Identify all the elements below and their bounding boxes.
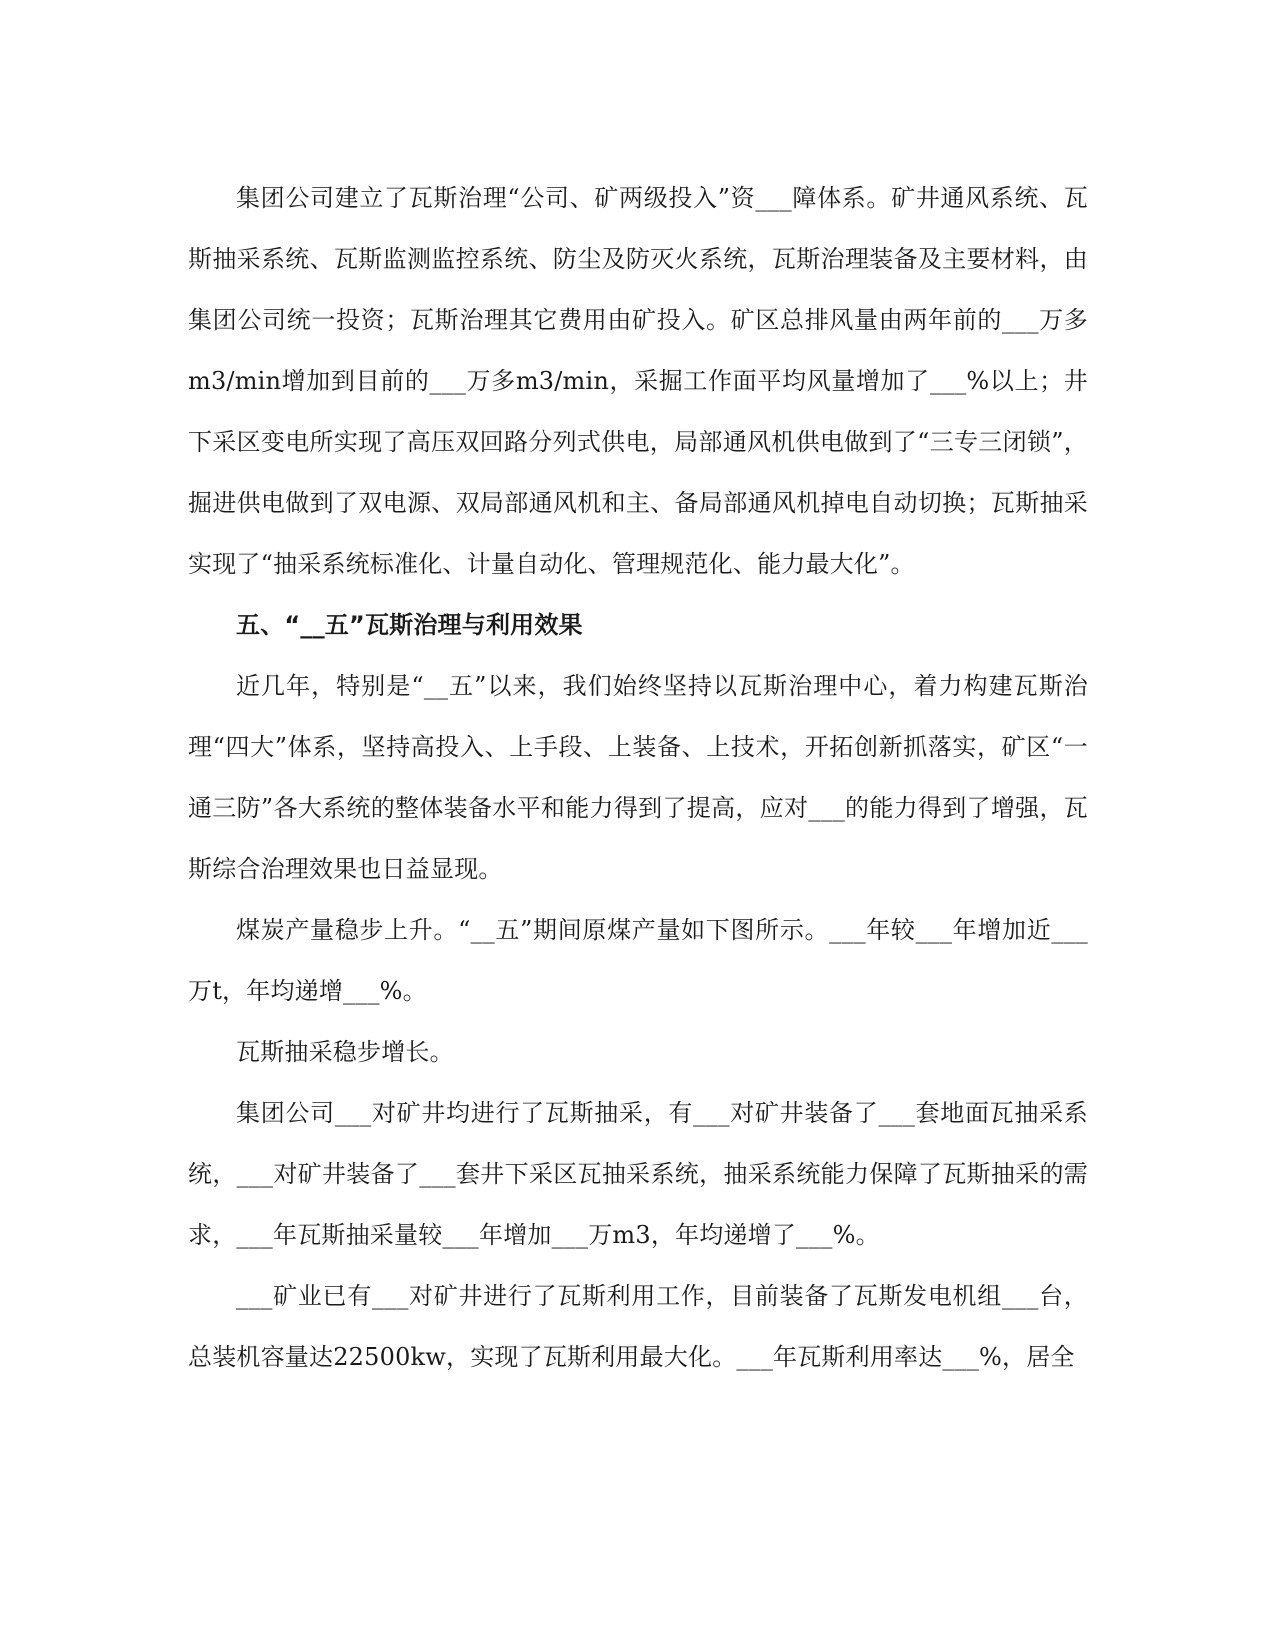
document-body <box>188 168 1088 1388</box>
paragraph-investment-guarantee: 集团公司建立了瓦斯治理“公司、矿两级投入”资___障体系。矿井通风系统、瓦斯抽采系统、瓦斯监测监控系统、防尘及防灭火系统，瓦斯治理装备及主要材料，由集团公司统一投资；瓦斯治理其它费用由矿投入。矿区总排风量由两年前的___万多m3/min增加到目前的___万多m3/min，采掘工作面平均风量增加了___%以上；井下采区变电所实现了高压双回路分列式供电，局部通风机供电做到了“三专三闭锁”，掘进供电做到了双电源、双局部通风机和主、备局部通风机掉电自动切换；瓦斯抽采实现了“抽采系统标准化、计量自动化、管理规范化、能力最大化”。 <box>188 184 1088 578</box>
paragraph-gas-utilization: ___矿业已有___对矿井进行了瓦斯利用工作，目前装备了瓦斯发电机组___台，总装机容量达22500kw，实现了瓦斯利用最大化。___年瓦斯利用率达___%，居全 <box>188 1282 1088 1371</box>
paragraph-gas-extraction: 集团公司___对矿井均进行了瓦斯抽采，有___对矿井装备了___套地面瓦抽采系统，___对矿井装备了___套井下采区瓦抽采系统，抽采系统能力保障了瓦斯抽采的需求，___年瓦斯抽采量较___年增加___万m3，年均递增了___%。 <box>188 1099 1088 1249</box>
paragraph-coal-output: 煤炭产量稳步上升。“__五”期间原煤产量如下图所示。___年较___年增加近___万t，年均递增___%。 <box>188 916 1088 1005</box>
paragraph-governance-overview: 近几年，特别是“__五”以来，我们始终坚持以瓦斯治理中心，着力构建瓦斯治理“四大”体系，坚持高投入、上手段、上装备、上技术，开拓创新抓落实，矿区“一通三防”各大系统的整体装备水平和能力得到了提高，应对___的能力得到了增强，瓦斯综合治理效果也日益显现。 <box>188 672 1088 883</box>
paragraph-gas-extraction-heading: 瓦斯抽采稳步增长。 <box>236 1038 454 1066</box>
section-heading: 五、“__五”瓦斯治理与利用效果 <box>236 611 583 639</box>
